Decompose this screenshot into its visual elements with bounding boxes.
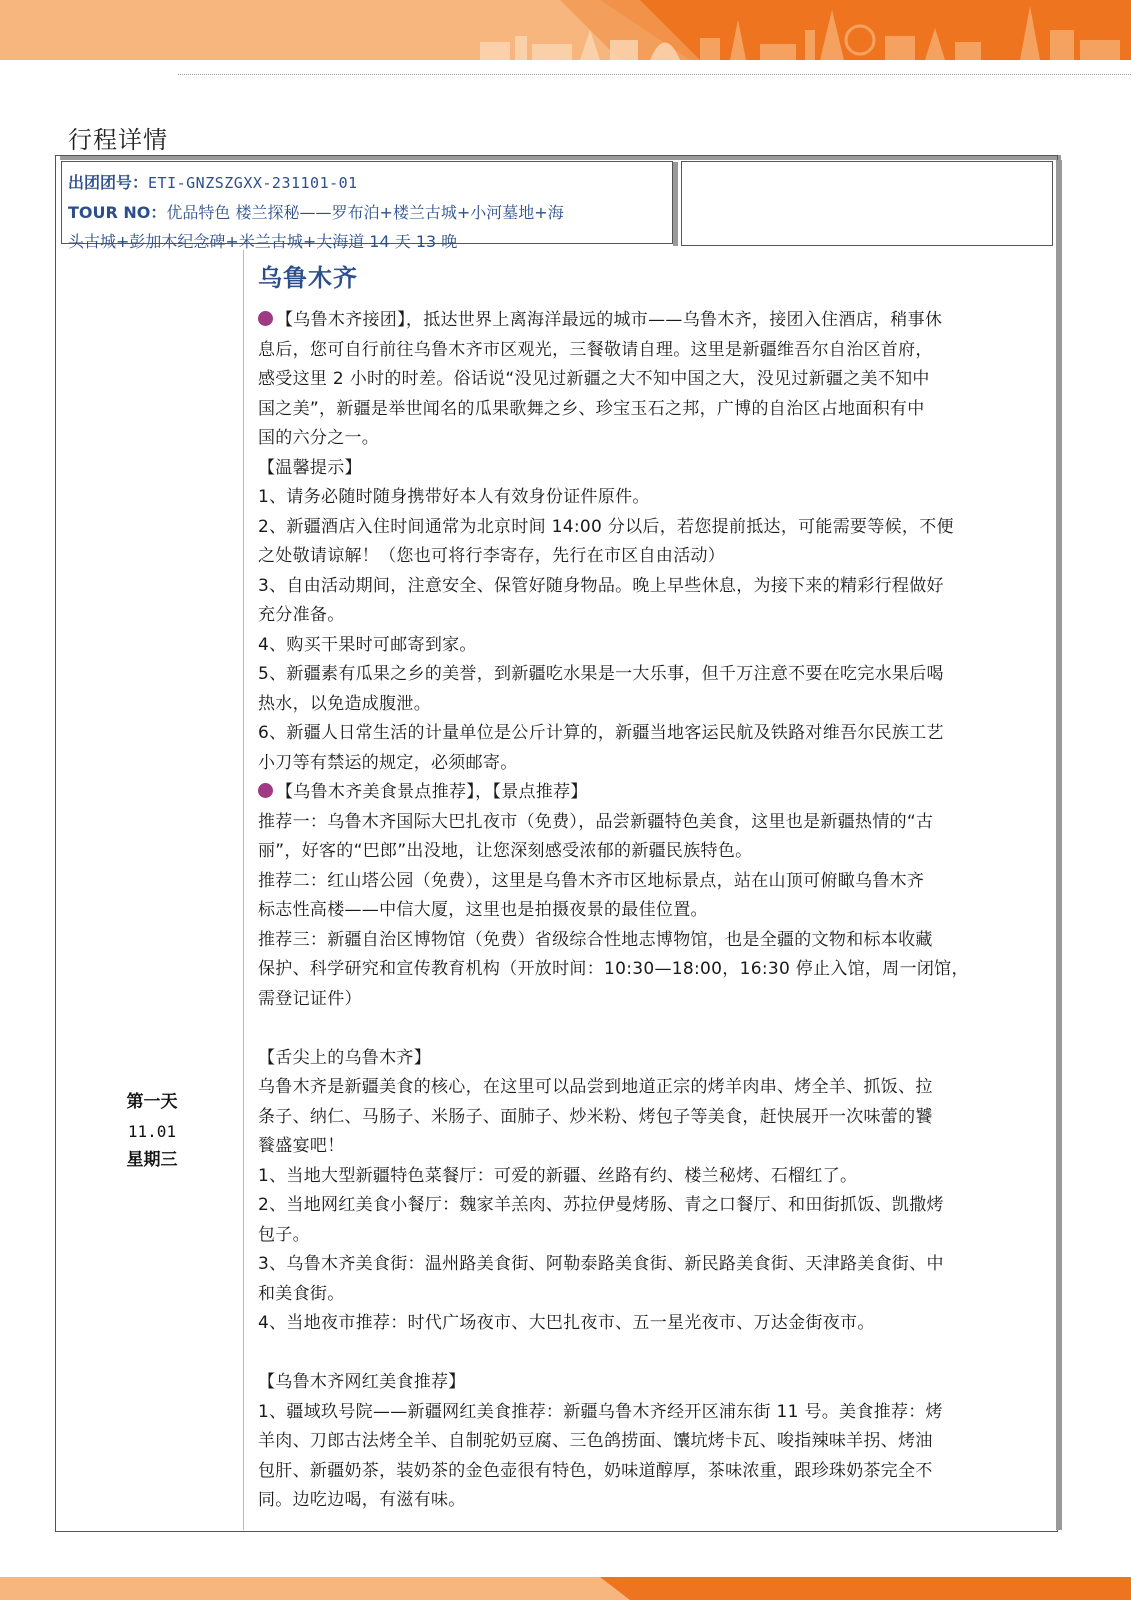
day-date: 11.01 (127, 1122, 177, 1141)
content-lines (258, 306, 1050, 1516)
content-line (258, 926, 1050, 956)
content-line (258, 1221, 1050, 1251)
section-title: 行程详情 (68, 126, 168, 154)
content-line-text: 保护、科学研究和宣传教育机构（开放时间：10:30—18:00，16:30 停止入馆，周一闭馆， (258, 959, 969, 979)
content-line-text: 1、当地大型新疆特色菜餐厅：可爱的新疆、丝路有约、楼兰秘烤、石榴红了。 (258, 1165, 858, 1186)
content-line (258, 1103, 1050, 1133)
content-line (258, 867, 1050, 897)
content-line-text: 和美食街。 (258, 1283, 345, 1304)
content-line (258, 749, 1050, 779)
content-line-text: 4、当地夜市推荐：时代广场夜市、大巴扎夜市、五一星光夜市、万达金街夜市。 (258, 1313, 875, 1333)
content-line (258, 985, 1050, 1015)
tour-name-line-2: 头古城+彭加木纪念碑+米兰古城+大海道 14 天 13 晚 (68, 232, 458, 251)
tour-header-cell (61, 161, 673, 251)
bullet-dot-icon (258, 783, 273, 798)
content-line-text: 【乌鲁木齐美食景点推荐】，【景点推荐】 (276, 782, 588, 802)
content-line (258, 778, 1050, 808)
content-line-text: 小刀等有禁运的规定，必须邮寄。 (258, 752, 518, 773)
blank-line (258, 1339, 1050, 1369)
content-line (258, 1398, 1050, 1428)
content-line (258, 1191, 1050, 1221)
content-line-text: 羊肉、刀郎古法烤全羊、自制驼奶豆腐、三色鸽捞面、馕坑烤卡瓦、唆指辣味羊拐、烤油 (258, 1431, 933, 1451)
content-line (258, 365, 1050, 395)
dotted-rule (178, 74, 1131, 75)
content-line-text: 4、购买干果时可邮寄到家。 (258, 634, 477, 655)
content-line (258, 1486, 1050, 1516)
content-line (258, 542, 1050, 572)
content-line (258, 454, 1050, 484)
content-line-text: 充分准备。 (258, 605, 345, 625)
content-line-text: 感受这里 2 小时的时差。俗话说“没见过新疆之大不知中国之大，没见过新疆之美不知中 (258, 369, 930, 389)
content-line (258, 483, 1050, 513)
content-line (258, 1309, 1050, 1339)
content-line-text: 1、请务必随时随身携带好本人有效身份证件原件。 (258, 487, 650, 507)
bullet-dot-icon (258, 311, 273, 326)
content-line (258, 955, 1050, 985)
content-line-text: 之处敬请谅解！（您也可将行李寄存，先行在市区自由活动） (258, 546, 726, 566)
content-line-text: 3、乌鲁木齐美食街：温州路美食街、阿勒泰路美食街、新民路美食街、天津路美食街、中 (258, 1254, 944, 1274)
content-line-text: 推荐一：乌鲁木齐国际大巴扎夜市（免费），品尝新疆特色美食，这里也是新疆热情的“古 (258, 811, 934, 832)
content-line (258, 808, 1050, 838)
content-line (258, 1162, 1050, 1192)
day-weekday: 星期三 (126, 1150, 178, 1170)
content-line-text: 【舌尖上的乌鲁木齐】 (258, 1047, 431, 1068)
content-line-text: 2、当地网红美食小餐厅：魏家羊羔肉、苏拉伊曼烤肠、青之口餐厅、和田街抓饭、凯撒烤 (258, 1195, 944, 1215)
frame-shadow (1056, 160, 1062, 1530)
day-label (61, 1088, 243, 1175)
day-name: 第一天 (126, 1092, 178, 1112)
content-line-text: 餮盛宴吧！ (258, 1136, 345, 1156)
content-line-text: 1、疆域玖号院——新疆网红美食推荐：新疆乌鲁木齐经开区浦东街 11 号。美食推荐：烤 (258, 1401, 943, 1422)
header-empty-cell (681, 161, 1053, 246)
content-line (258, 1280, 1050, 1310)
content-line-text: 乌鲁木齐是新疆美食的核心，在这里可以品尝到地道正宗的烤羊肉串、烤全羊、抓饭、拉 (258, 1077, 933, 1097)
content-line-text: 需登记证件） (258, 988, 362, 1009)
day-column (61, 250, 244, 1530)
content-line-text: 【乌鲁木齐接团】，抵达世界上离海洋最远的城市——乌鲁木齐，接团入住酒店，稍事休 (276, 310, 943, 330)
tour-number-label: TOUR NO： (68, 203, 167, 222)
content-line-text: 推荐三：新疆自治区博物馆（免费）省级综合性地志博物馆，也是全疆的文物和标本收藏 (258, 929, 933, 950)
content-line (258, 631, 1050, 661)
blank-line (258, 1014, 1050, 1044)
content-line-text: 标志性高楼——中信大厦，这里也是拍摄夜景的最佳位置。 (258, 900, 708, 920)
day-content (258, 262, 1050, 1516)
content-line-text: 国之美”，新疆是举世闻名的瓜果歌舞之乡、珍宝玉石之邦，广博的自治区占地面积有中 (258, 398, 925, 419)
content-line-text: 丽”，好客的“巴郎”出没地，让您深刻感受浓郁的新疆民族特色。 (258, 841, 753, 861)
content-line-text: 包肝、新疆奶茶，装奶茶的金色壶很有特色，奶味道醇厚，茶味浓重，跟珍珠奶茶完全不 (258, 1460, 933, 1481)
content-line-text: 包子。 (258, 1224, 310, 1245)
top-banner (0, 0, 1131, 60)
content-line (258, 1044, 1050, 1074)
content-line (258, 896, 1050, 926)
content-line (258, 690, 1050, 720)
content-line (258, 572, 1050, 602)
content-line (258, 1427, 1050, 1457)
content-line-text: 国的六分之一。 (258, 428, 380, 448)
content-line-text: 条子、纳仁、马肠子、米肠子、面肺子、炒米粉、烤包子等美食，赶快展开一次味蕾的饕 (258, 1106, 933, 1127)
content-line (258, 837, 1050, 867)
content-line-text: 【温馨提示】 (258, 457, 362, 478)
content-line (258, 1457, 1050, 1487)
content-line (258, 395, 1050, 425)
tour-number-line (68, 198, 666, 227)
content-line (258, 306, 1050, 336)
content-line-text: 6、新疆人日常生活的计量单位是公斤计算的，新疆当地客运民航及铁路对维吾尔民族工艺 (258, 723, 944, 743)
content-line (258, 336, 1050, 366)
content-line-text: 2、新疆酒店入住时间通常为北京时间 14:00 分以后，若您提前抵达，可能需要等候，不便 (258, 516, 954, 537)
city-title: 乌鲁木齐 (258, 264, 358, 292)
content-line (258, 601, 1050, 631)
bottom-banner (0, 1577, 1131, 1600)
group-number-label: 出团团号： (68, 173, 149, 192)
content-line (258, 660, 1050, 690)
content-line (258, 1073, 1050, 1103)
content-line (258, 1132, 1050, 1162)
content-line-text: 同。边吃边喝，有滋有味。 (258, 1490, 466, 1510)
content-line-text: 5、新疆素有瓜果之乡的美誉，到新疆吃水果是一大乐事，但千万注意不要在吃完水果后喝 (258, 664, 944, 684)
tour-name-line-1: 优品特色 楼兰探秘——罗布泊+楼兰古城+小河墓地+海 (166, 203, 564, 222)
content-line-text: 息后，您可自行前往乌鲁木齐市区观光，三餐敬请自理。这里是新疆维吾尔自治区首府， (258, 339, 933, 360)
content-line-text: 【乌鲁木齐网红美食推荐】 (258, 1372, 466, 1392)
content-line-text: 热水，以免造成腹泄。 (258, 693, 431, 714)
content-line (258, 424, 1050, 454)
content-line (258, 1250, 1050, 1280)
header-shadow (673, 162, 678, 246)
content-line-text: 3、自由活动期间，注意安全、保管好随身物品。晚上早些休息，为接下来的精彩行程做好 (258, 575, 944, 596)
content-line-text: 推荐二：红山塔公园（免费），这里是乌鲁木齐市区地标景点，站在山顶可俯瞰乌鲁木齐 (258, 870, 925, 891)
group-number-line (68, 168, 666, 198)
content-line (258, 513, 1050, 543)
content-line (258, 1368, 1050, 1398)
content-line (258, 719, 1050, 749)
group-number-value: ETI-GNZSZGXX-231101-01 (148, 174, 358, 192)
